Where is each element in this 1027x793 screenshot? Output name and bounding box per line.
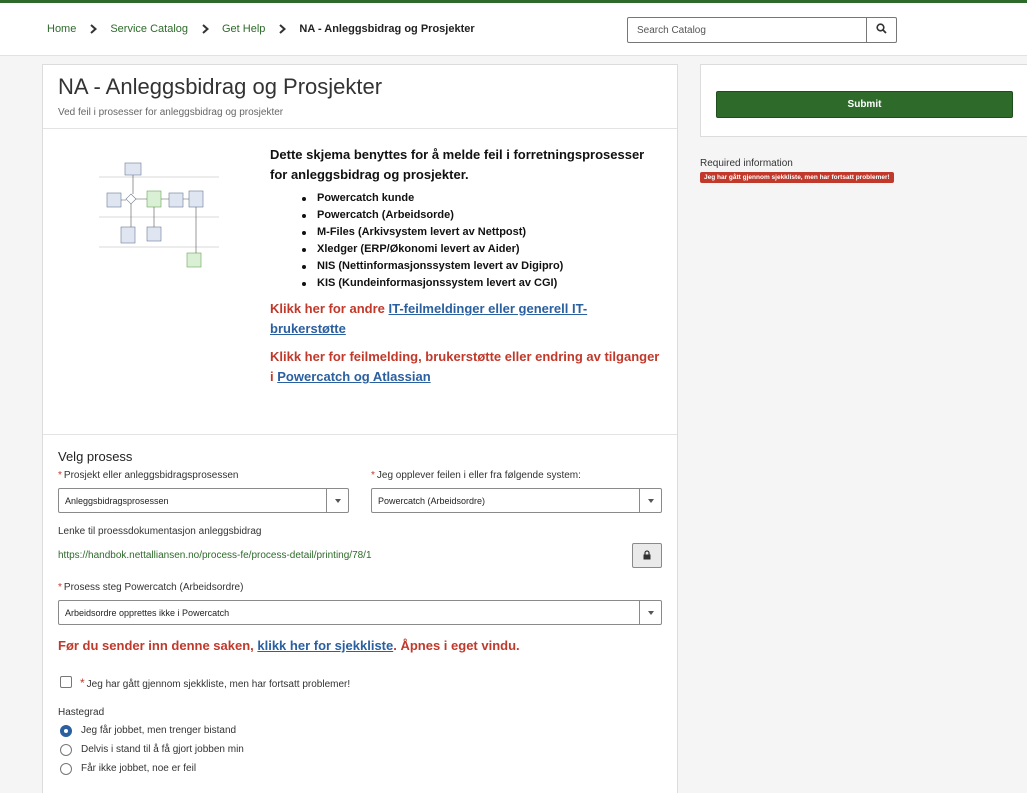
urgency-option-label: Delvis i stand til å få gjort jobben min: [81, 744, 244, 755]
urgency-radio-option-2[interactable]: [60, 744, 72, 756]
intro-heading: Dette skjema benyttes for å melde feil i forretningsprosesser for anleggsbidrag og prosjekter.: [270, 147, 645, 182]
step-label-text: Prosess steg Powercatch (Arbeidsordre): [63, 582, 244, 593]
list-item: Xledger (ERP/Økonomi levert av Aider): [317, 241, 660, 258]
system-select-value: Powercatch (Arbeidsordre): [378, 496, 486, 506]
system-select[interactable]: [371, 488, 662, 513]
project-select-value: Anleggsbidragsprosessen: [65, 496, 169, 506]
chevron-right-icon: [188, 23, 222, 35]
access-support-text: Klikk her for feilmelding, brukerstøtte eller endring av tilganger i: [270, 349, 660, 384]
urgency-option-label: Jeg får jobbet, men trenger bistand: [81, 725, 237, 736]
caret-down-icon: [639, 489, 661, 512]
submit-panel: [700, 64, 1027, 137]
list-item: KIS (Kundeinformasjonssystem levert av CGI): [317, 275, 660, 292]
checklist-warning-prefix: Før du sender inn denne saken,: [58, 638, 258, 653]
system-field-label: [371, 470, 581, 481]
project-field-label: [58, 470, 238, 481]
doc-link-label: Lenke til proessdokumentasjon anleggsbidrag: [58, 526, 262, 537]
checklist-warning-suffix: . Åpnes i eget vindu.: [393, 638, 520, 653]
breadcrumb-service-catalog[interactable]: Service Catalog: [110, 23, 188, 35]
chevron-right-icon: [76, 23, 110, 35]
urgency-radio-option-3[interactable]: [60, 763, 72, 775]
checklist-checkbox[interactable]: [60, 676, 72, 688]
lock-icon: [643, 547, 651, 565]
urgency-option-label: Får ikke jobbet, noe er feil: [81, 763, 197, 774]
process-step-select[interactable]: [58, 600, 662, 625]
page-title: NA - Anleggsbidrag og Prosjekter: [58, 74, 383, 99]
required-marker: *: [58, 470, 62, 481]
doc-link-url[interactable]: https://handbok.nettalliansen.no/process-fe/process-detail/printing/78/1: [58, 550, 372, 561]
page-subtitle: Ved feil i prosesser for anleggsbidrag og prosjekter: [58, 107, 284, 118]
search-input[interactable]: [628, 18, 866, 42]
project-label-text: Prosjekt eller anleggsbidragsprosessen: [63, 470, 239, 481]
required-marker: *: [58, 582, 62, 593]
breadcrumb-current: NA - Anleggsbidrag og Prosjekter: [299, 23, 475, 35]
step-field-label: [58, 582, 243, 593]
form-header: [43, 65, 677, 129]
process-diagram-image: [99, 155, 219, 275]
required-marker: *: [371, 470, 375, 481]
search-box: [627, 17, 897, 43]
required-info-label: Required information: [700, 158, 793, 169]
lock-button[interactable]: [632, 543, 662, 568]
breadcrumb: [47, 23, 475, 35]
section-divider: [43, 434, 677, 435]
form-card: [42, 64, 678, 793]
access-support-line: [270, 347, 660, 387]
project-select[interactable]: [58, 488, 349, 513]
checkbox-label-text: Jeg har gått gjennom sjekkliste, men har fortsatt problemer!: [86, 679, 351, 690]
it-support-line: [270, 299, 660, 339]
system-label-text: Jeg opplever feilen i eller fra følgende system:: [376, 470, 581, 481]
required-field-badge[interactable]: Jeg har gått gjennom sjekkliste, men har fortsatt problemer!: [700, 172, 894, 183]
system-list: [270, 190, 660, 292]
section-title: Velg prosess: [58, 449, 133, 464]
intro-text: [270, 145, 660, 387]
search-button[interactable]: [866, 18, 896, 42]
chevron-right-icon: [265, 23, 299, 35]
it-support-text: Klikk her for andre: [270, 301, 389, 316]
powercatch-atlassian-link[interactable]: Powercatch og Atlassian: [277, 369, 431, 384]
required-marker: *: [80, 676, 85, 690]
urgency-radio-option-1[interactable]: [60, 725, 72, 737]
process-step-value: Arbeidsordre opprettes ikke i Powercatch: [65, 608, 230, 618]
checklist-warning: [58, 638, 520, 653]
search-icon: [876, 21, 887, 39]
list-item: Powercatch kunde: [317, 190, 660, 207]
checklist-link[interactable]: klikk her for sjekkliste: [257, 638, 394, 653]
urgency-label: Hastegrad: [58, 707, 105, 718]
breadcrumb-home[interactable]: Home: [47, 23, 77, 35]
list-item: M-Files (Arkivsystem levert av Nettpost): [317, 224, 660, 241]
top-bar: [0, 0, 1027, 56]
caret-down-icon: [326, 489, 348, 512]
breadcrumb-get-help[interactable]: Get Help: [222, 23, 266, 35]
list-item: NIS (Nettinformasjonssystem levert av Digipro): [317, 258, 660, 275]
it-support-link[interactable]: IT-feilmeldinger eller generell IT-brukerstøtte: [270, 301, 588, 336]
checklist-checkbox-label: [80, 676, 350, 690]
submit-button[interactable]: Submit: [716, 91, 1013, 118]
list-item: Powercatch (Arbeidsorde): [317, 207, 660, 224]
caret-down-icon: [639, 601, 661, 624]
